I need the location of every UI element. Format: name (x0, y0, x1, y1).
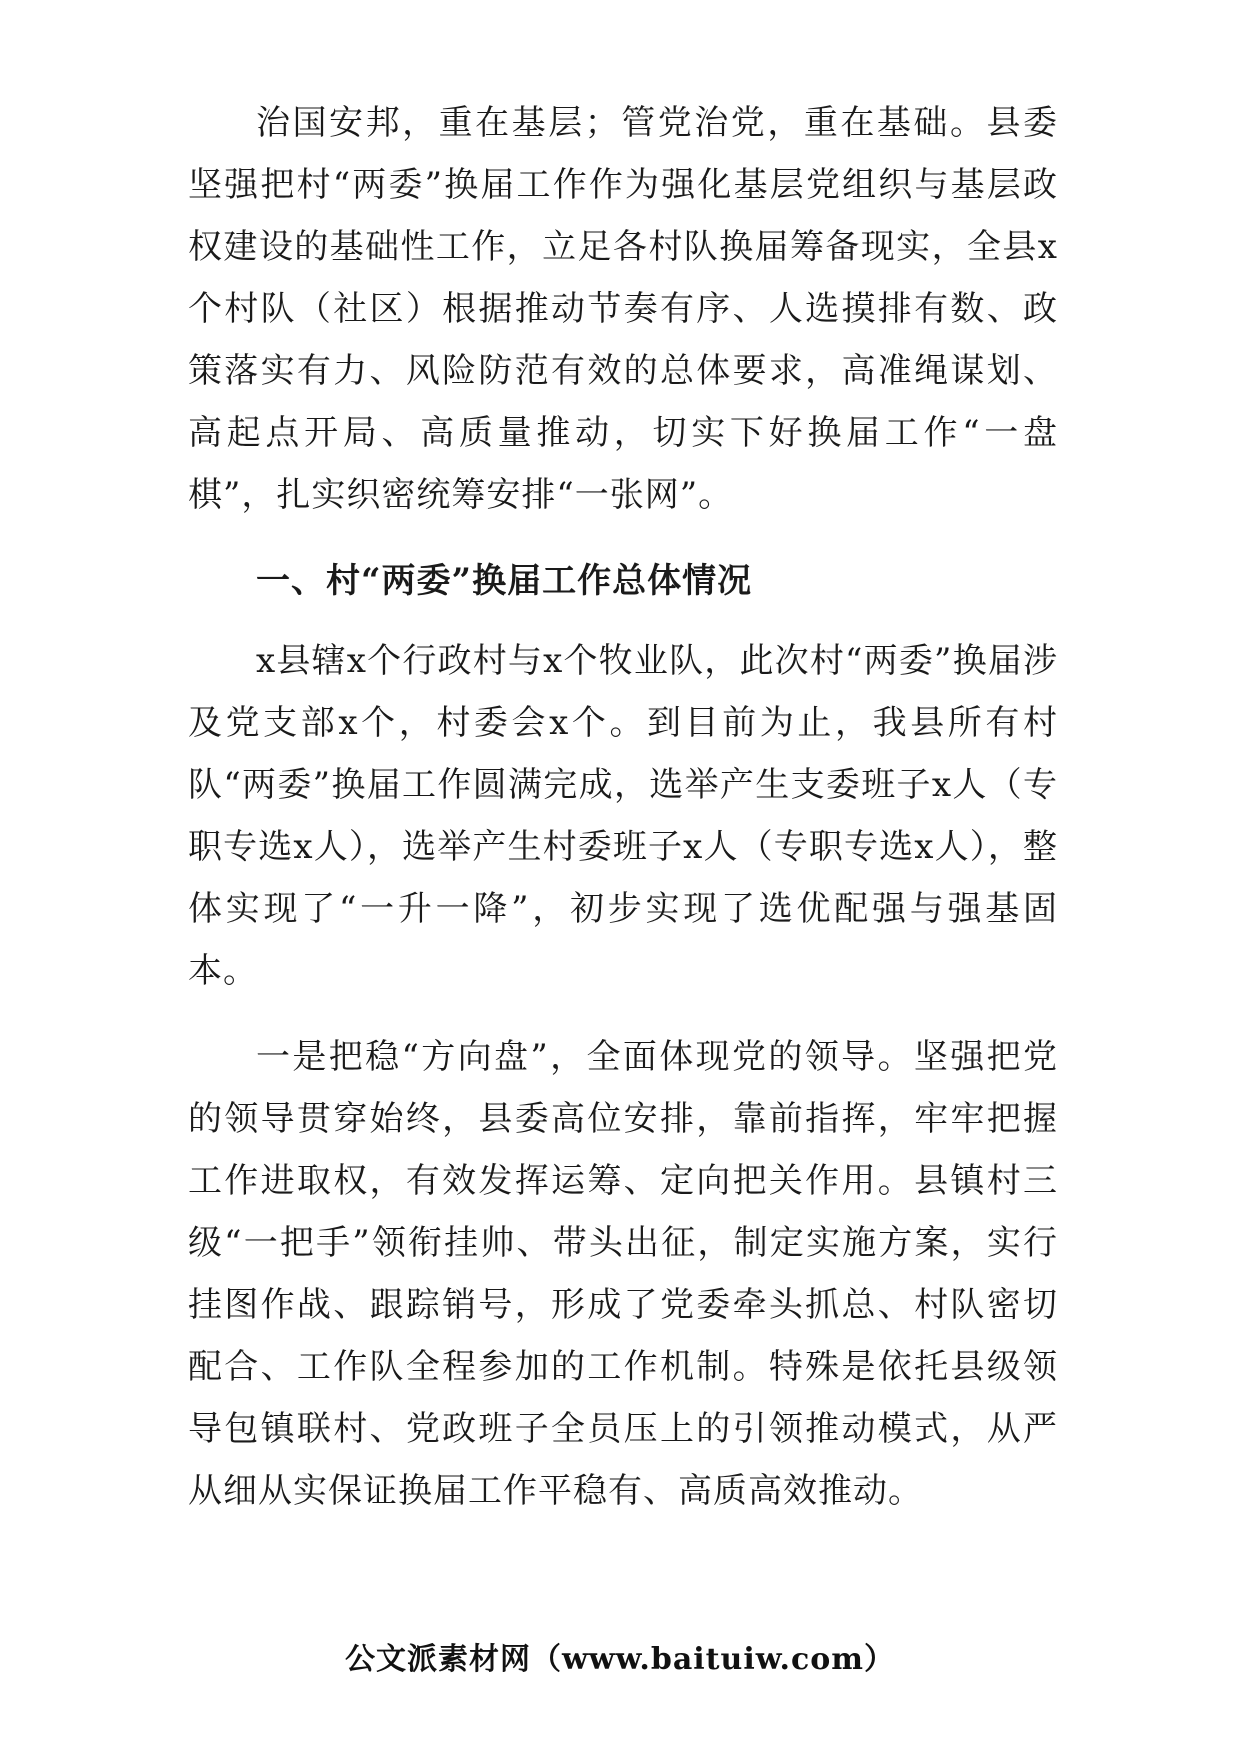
document-body (188, 92, 1058, 1522)
overview-paragraph: x县辖x个行政村与x个牧业队，此次村“两委”换届涉及党支部x个，村委会x个。到目前为止，我县所有村队“两委”换届工作圆满完成，选举产生支委班子x人（专职专选x人），选举产生村委班子x人（专职专选x人），整体实现了“一升一降”，初步实现了选优配强与强基固本。 (188, 641, 1058, 991)
section-heading: 一、村“两委”换届工作总体情况 (256, 561, 753, 601)
point-paragraph: 一是把稳“方向盘”，全面体现党的领导。坚强把党的领导贯穿始终，县委高位安排，靠前指挥，牢牢把握工作进取权，有效发挥运筹、定向把关作用。县镇村三级“一把手”领衔挂帅、带头出征，制定实施方案，实行挂图作战、跟踪销号，形成了党委牵头抓总、村队密切配合、工作队全程参加的工作机制。特殊是依托县级领导包镇联村、党政班子全员压上的引领推动模式，从严从细从实保证换届工作平稳有、高质高效推动。 (188, 1037, 1058, 1511)
intro-paragraph: 治国安邦，重在基层；管党治党，重在基础。县委坚强把村“两委”换届工作作为强化基层党组织与基层政权建设的基础性工作，立足各村队换届筹备现实，全县x个村队（社区）根据推动节奏有序、人选摸排有数、政策落实有力、风险防范有效的总体要求，高准绳谋划、高起点开局、高质量推动，切实下好换届工作“一盘棋”，扎实织密统筹安排“一张网”。 (188, 103, 1058, 515)
paragraph-spacer (188, 1002, 1058, 1026)
paragraph-spacer (188, 612, 1058, 630)
paragraph-spacer (188, 526, 1058, 550)
footer-watermark: 公文派素材网（www.baituiw.com） (344, 1642, 896, 1677)
